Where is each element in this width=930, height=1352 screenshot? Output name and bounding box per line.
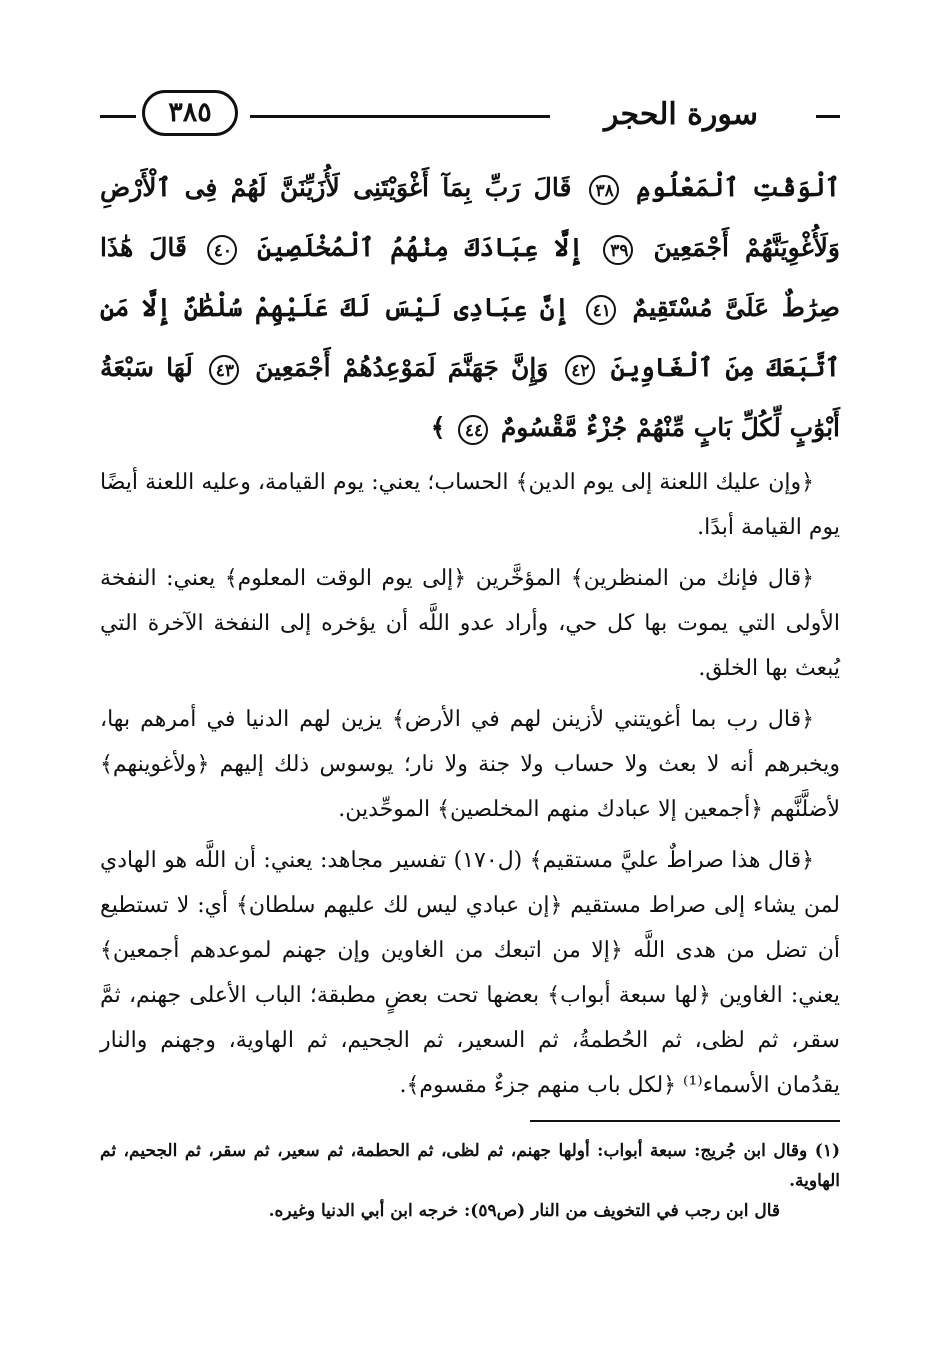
page-header [100, 84, 840, 146]
verse-text: قَالَ هَٰذَا صِرَٰطٌ عَلَىَّ مُسْتَقِيمٌ [100, 233, 840, 322]
quran-verses [100, 158, 840, 458]
page-number: ٣٨٥ [142, 90, 238, 136]
header-rule-right [816, 115, 840, 118]
verse-text: ٱلْوَقْتِ ٱلْمَعْلُومِ [636, 173, 840, 202]
footnote-1-line-1: (١) وقال ابن جُريج: سبعة أبواب: أولها جهنم، ثم لظى، ثم الحطمة، ثم سعير، ثم سقر، ثم الجحيم، ثم الهاوية. [100, 1141, 840, 1191]
verse-text: وَإِنَّ جَهَنَّمَ لَمَوْعِدُهُمْ أَجْمَعِينَ [255, 353, 549, 382]
surah-title: سورة الحجر [603, 97, 759, 132]
footnote-1-line-2: قال ابن رجب في التخويف من النار (ص٥٩): خرجه ابن أبي الدنيا وغيره. [268, 1201, 780, 1221]
ayah-number-marker: ٤١ [586, 295, 616, 325]
book-page [100, 84, 840, 1226]
ayah-number-marker: ٤٢ [565, 355, 595, 385]
header-rule-middle [250, 115, 550, 118]
ayah-number-marker: ٤٤ [458, 415, 488, 445]
header-rule-left [100, 115, 136, 118]
footnotes [100, 1136, 840, 1226]
tafsir-commentary [100, 460, 840, 1108]
commentary-paragraph: ﴿قال رب بما أغويتني لأزينن لهم في الأرض﴾ يزين لهم الدنيا في أمرهم بها، ويخبرهم أنه لا بعث ولا حساب ولا جنة ولا نار؛ يوسوس ذلك إليهم ﴿ولأغوينهم﴾ لأضلَّنَّهم ﴿أجمعين إلا عبادك منهم المخلصين﴾ الموحِّدين. [100, 707, 840, 822]
commentary-paragraph: ﴿قال فإنك من المنظرين﴾ المؤخَّرين ﴿إلى يوم الوقت المعلوم﴾ يعني: النفخة الأولى التي يموت بها كل حي، وأراد عدو اللَّه أن يؤخره إلى النفخة الآخرة التي يُبعث بها الخلق. [100, 566, 840, 681]
quran-closing-bracket: ﴾ [430, 413, 446, 442]
commentary-paragraph: ﴿وإن عليك اللعنة إلى يوم الدين﴾ الحساب؛ يعني: يوم القيامة، وعليه اللعنة أيضًا يوم القيامة أبدًا. [100, 470, 840, 540]
verse-text: قَالَ رَبِّ بِمَآ أَغْوَيْتَنِى لَأُزَيِّنَنَّ لَهُمْ فِى ٱلْأَرْضِ وَلَأُغْوِيَنَّهُمْ أَجْمَعِينَ [100, 173, 840, 262]
ayah-number-marker: ٤٠ [207, 235, 237, 265]
ayah-number-marker: ٤٣ [209, 355, 239, 385]
verse-text: إِنَّ عِبَادِى لَيْسَ لَكَ عَلَيْهِمْ سُلْطَٰنٌ إِلَّا مَنِ ٱتَّبَعَكَ مِنَ ٱلْغَاوِينَ [100, 293, 840, 382]
verse-text: لَهَا سَبْعَةُ أَبْوَٰبٍ لِّكُلِّ بَابٍ مِّنْهُمْ جُزْءٌ مَّقْسُومٌ [100, 353, 840, 442]
footnote-divider [530, 1120, 840, 1122]
ayah-number-marker: ٣٨ [589, 175, 619, 205]
verse-text: إِلَّا عِبَادَكَ مِنْهُمُ ٱلْمُخْلَصِينَ [257, 233, 584, 262]
ayah-number-marker: ٣٩ [603, 235, 633, 265]
commentary-paragraph: ﴿قال هذا صراطٌ عليَّ مستقيم﴾ (ل١٧٠) تفسير مجاهد: يعني: أن اللَّه هو الهادي لمن يشاء إلى صراط مستقيم ﴿إن عبادي ليس لك عليهم سلطان﴾ أي: لا تستطيع أن تضل من هدى اللَّه ﴿إلا من اتبعك من الغاوين وإن جهنم لموعدهم أجمعين﴾ يعني: الغاوين ﴿لها سبعة أبواب﴾ بعضها تحت بعضٍ مطبقة؛ الباب الأعلى جهنم، ثمَّ سقر، ثم لظى، ثم الحُطمةُ، ثم السعير، ثم الجحيم، ثم الهاوية، وجهنم والنار يقدُمان الأسماء⁽¹⁾ ﴿لكل باب منهم جزءٌ مقسوم﴾. [100, 848, 840, 1098]
